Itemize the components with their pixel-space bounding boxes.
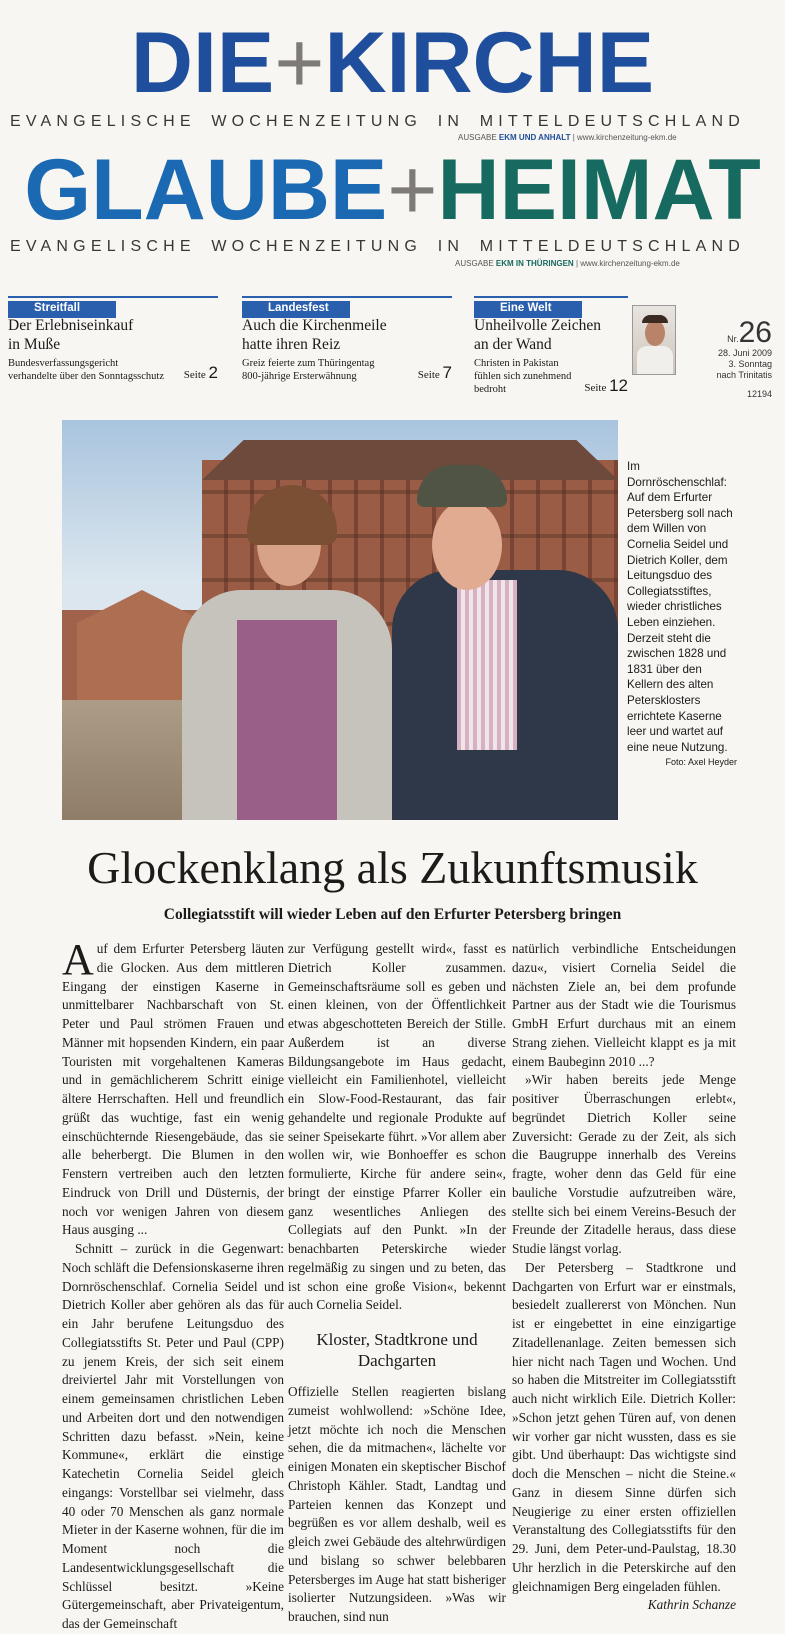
article-paragraph: Der Petersberg – Stadtkrone und Dachgarten von Erfurt war er einstmals, besiedelt zuallererst von Mönchen. Nun ist er eingebettet in eine einzigartige Zitadellenanlage. Zeiten bemessen sich hier nicht nach Tagen und Wochen. Und so haben die Mitstreiter im Collegiatsstift auch nicht wirklich Eile. Dietrich Koller: »Schon jetzt gehen Türen auf, von denen wir vorher gar nicht wussten, dass es sie gibt. Und überhaupt: Das wichtigste sind doch die Menschen – nicht die Steine.« Ganz in diesem Sinne dürfen sich Neugierige zu einer ersten offiziellen Veranstaltung des Collegiatsstifts für den 29. Juni, dem Peter-und-Paulstag, 18.30 Uhr herzlich in die Peterskirche auf den gleichnamigen Berg eingeladen fühlen. Kathrin Schanze	[512, 1259, 736, 1597]
author-byline: Kathrin Schanze	[647, 1597, 736, 1613]
issue-info	[682, 318, 772, 400]
teaser-page-ref: Seite 2	[183, 363, 218, 382]
article-subhead: Kloster, Stadtkrone und Dachgarten	[316, 1330, 478, 1370]
masthead-tagline-2: EVANGELISCHE WOCHENZEITUNG IN MITTELDEUTSCHLAND	[10, 238, 746, 255]
article-headline: Glockenklang als Zukunftsmusik	[87, 842, 698, 893]
teaser-page-ref: Seite 7	[417, 363, 452, 382]
teaser-headline: Auch die Kirchenmeile hatte ihren Reiz	[242, 317, 387, 353]
teaser-summary: Bundesverfassungsgericht verhandelte über den Sonntagsschutz	[8, 358, 164, 382]
masthead-die: DIE	[130, 15, 275, 111]
teaser-label: Landesfest	[242, 301, 350, 318]
issue-code: 12194	[746, 389, 772, 399]
website-link[interactable]: | www.kirchenzeitung-ekm.de	[572, 133, 677, 142]
article-paragraph: »Wir haben bereits jede Menge positiver Überraschungen erlebt«, begründet Dietrich Koller seine Zuversicht: Gerade zu der Zeit, als sich die Baugruppe innerhalb des Vereins fragte, woher denn das Geld für eine bauliche Vorstudie aufzutreiben wäre, stellte sich bei einem Vereins-Besuch der Freunde der Zitadelle heraus, dass diese Studie längst vorlag.	[512, 1072, 736, 1256]
edition-name: EKM IN THÜRINGEN	[495, 259, 574, 268]
article-paragraph: natürlich verbindliche Entscheidungen dazu«, visiert Cornelia Seidel die nächsten Ziele an, bei dem profunde Partner aus der Stadt wie die Tourismus GmbH Erfurt durchaus mit an einem Strang ziehen. Vielleicht klappt es ja mit einem Baubeginn 2010 ...?	[512, 941, 736, 1069]
photo-credit: Foto: Axel Heyder	[665, 757, 737, 768]
article-paragraph: Schnitt – zurück in die Gegenwart: Noch schläft die Defensionskaserne ihren Dornröschenschlaf. Cornelia Seidel und Dietrich Koller aber gehören als das für ein Jahr berufene Leitungsduo des Collegiatsstifts St. Peter und Paul (CPP) zu jenem Kreis, der sich seit einem dreiviertel Jahr mit Vorstellungen von einem gemeinsamen christlichen Leben und Arbeiten dort und den notwendigen Schritten dazu befasst. »Nein, keine Kommune«, erklärt die einstige Katechetin Cornelia Seidel gleich eingangs: Vorstellbar sei vielmehr, dass 40 oder 70 Menschen als ganz normale Mieter in der Kaserne wohnen, für die im Moment noch die Landesentwicklungsgesellschaft die Schlüssel besitzt. »Keine Gütergemeinschaft, aber Privateigentum, das der Gemeinschaft	[62, 1241, 284, 1631]
masthead-plus: +	[387, 142, 438, 238]
issue-sunday-2: nach Trinitatis	[716, 370, 772, 380]
masthead-glaube: GLAUBE	[24, 142, 388, 238]
teaser-streitfall[interactable]	[8, 296, 218, 383]
issue-date: 28. Juni 2009	[717, 348, 772, 358]
teaser-page-ref: Seite 12	[584, 376, 628, 395]
article-paragraph: Offizielle Stellen reagierten bislang zumeist wohlwollend: »Schöne Idee, jetzt möchte ich noch die Menschen sehen, die da mitmachen«, lächelte vor einigen Monaten ein skeptischer Bischof Christoph Kähler. Stadt, Landtag und Parteien kennen das Konzept und begrüßen es vor allem deshalb, weil es gleich zwei Gebäude des altehrwürdigen und bislang so schwer belebbaren Petersberges im Auge hat statt bisheriger isolierter Nutzungsideen. »Was wir brauchen, sind nun	[288, 1384, 506, 1624]
issue-sunday: 3. Sonntag	[728, 359, 772, 369]
issue-number-label: Nr.	[727, 334, 739, 344]
ausgabe-label: AUSGABE	[458, 133, 497, 142]
masthead-glaube-heimat	[0, 142, 785, 238]
article-photo	[62, 420, 618, 820]
masthead-heimat: HEIMAT	[437, 142, 761, 238]
teaser-photo-woman	[632, 305, 676, 375]
photo-caption: Im Dornröschenschlaf: Auf dem Erfurter Petersberg soll nach dem Willen von Cornelia Seidel und Dietrich Koller, dem Leitungsduo des Collegiatsstiftes, wieder christliches Leben einziehen. Derzeit steht die zwischen 1828 und 1831 über den Kellern des alten Petersklosters errichtete Kaserne leer und wartet auf eine neue Nutzung.	[627, 460, 733, 754]
edition-line-2	[455, 259, 680, 269]
article-paragraph: Auf dem Erfurter Petersberg läuten die Glocken. Aus dem mittleren Eingang der einstigen Kaserne in unmittelbarer Nachbarschaft von St. Peter und Paul strömen Frauen und Männer mit hopsenden Kindern, ein paar Touristen mit vorgehaltenen Kameras und in gemächlicherem Schritt einige ältere Herrschaften. Hell und freundlich grüßt das wuchtige, fast ein wenig einschüchternde Riesengebäude, das sie alle beherbergt. Die Blumen in den Fenstern vertreiben auch den letzten Eindruck von Drill und Düsternis, der noch vor wenigen Jahren von diesem Haus ausging ...	[62, 935, 284, 1238]
teaser-label: Eine Welt	[474, 301, 582, 318]
teaser-eine-welt[interactable]	[474, 296, 628, 396]
teaser-headline: Unheilvolle Zeichen an der Wand	[474, 317, 601, 353]
issue-number: 26	[738, 316, 772, 349]
article-subheadline: Collegiatsstift will wieder Leben auf den Erfurter Petersberg bringen	[163, 906, 622, 923]
article-paragraph: zur Verfügung gestellt wird«, fasst es Dietrich Koller zusammen. Gemeinschaftsräume soll es geben und einen kleinen, von der Öffentlichkeit etwas abgeschotteten Bereich der Stille. Außerdem ist an diverse Bildungsangebote im Haus gedacht, vielleicht ein Familienhotel, vielleicht ein Slow-Food-Restaurant, das fair gehandelte und regionale Produkte auf seiner Speisekarte führt. »Vor allem aber wollen wir, wie Bonhoeffer es schon formulierte, Kirche für andere sein«, bringt der einstige Pfarrer Koller ein ganz wesentliches Anliegen des Collegiats auf den Punkt. »In der benachbarten Peterskirche wieder regelmäßig zu singen und zu beten, das ist schon eine große Vision«, bekennt auch Cornelia Seidel.	[288, 941, 506, 1313]
edition-name: EKM UND ANHALT	[498, 133, 571, 142]
drop-cap: A	[62, 935, 94, 984]
article-column-1	[62, 935, 284, 1634]
article-column-3	[512, 940, 736, 1615]
teaser-label: Streitfall	[8, 301, 116, 318]
masthead-kirche: KIRCHE	[324, 15, 655, 111]
website-link[interactable]: | www.kirchenzeitung-ekm.de	[575, 259, 680, 268]
teaser-summary: Greiz feierte zum Thüringentag 800-jährige Ersterwähnung	[242, 358, 375, 382]
masthead-tagline-1: EVANGELISCHE WOCHENZEITUNG IN MITTELDEUTSCHLAND	[10, 113, 746, 130]
masthead-die-kirche	[0, 15, 785, 111]
article-column-2	[288, 940, 506, 1627]
teaser-landesfest[interactable]	[242, 296, 452, 383]
ausgabe-label: AUSGABE	[455, 259, 494, 268]
photo-caption-block	[627, 459, 737, 768]
teaser-summary: Christen in Pakistan fühlen sich zunehmend bedroht	[474, 358, 572, 395]
masthead-plus: +	[274, 15, 325, 111]
teaser-headline: Der Erlebniseinkauf in Muße	[8, 317, 134, 353]
